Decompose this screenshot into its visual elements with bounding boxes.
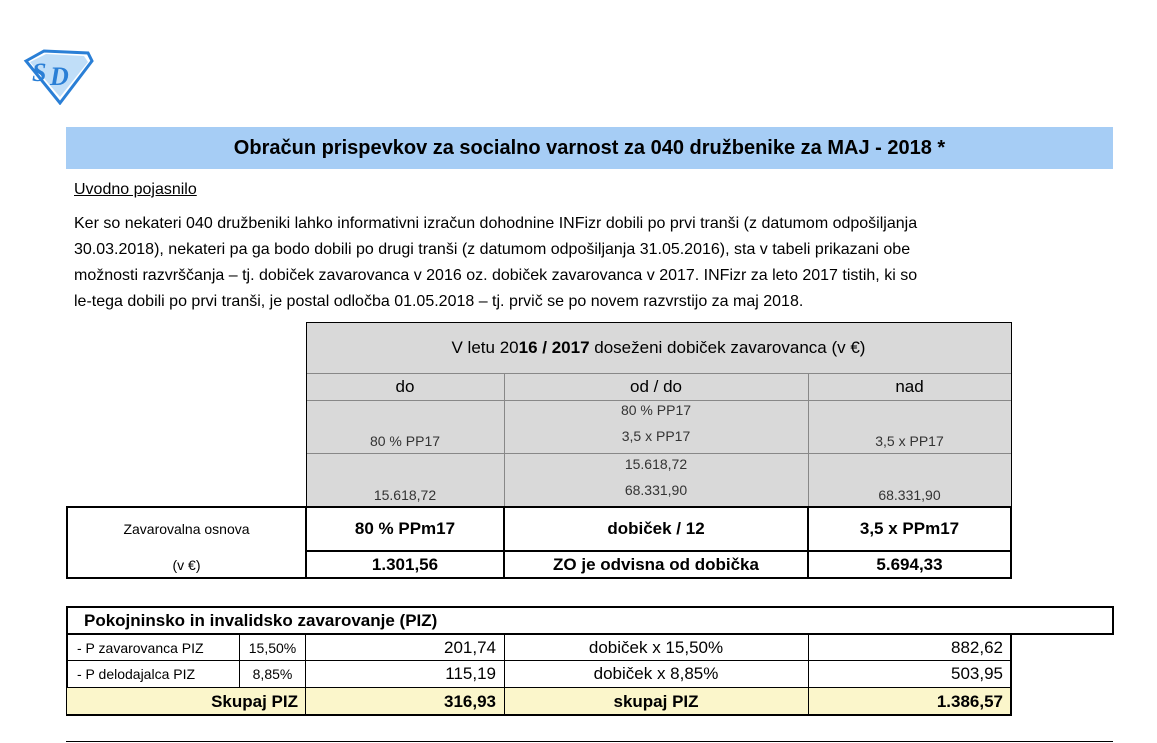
bottom-rule: [66, 741, 1113, 742]
piz-row-amount: 201,74: [444, 638, 496, 657]
page-title: Obračun prispevkov za socialno varnost za 040 družbenike za MAJ - 2018 *: [66, 127, 1113, 169]
piz-row-formula: dobiček x 15,50%: [588, 638, 724, 657]
pp-nad-cell: [808, 400, 1011, 453]
intro-heading: Uvodno pojasnilo: [74, 181, 197, 198]
value-nad-cell: [808, 453, 1011, 507]
piz-row-formula: dobiček x 8,85%: [593, 664, 719, 683]
value-od-bottom: 68.331,90: [624, 482, 688, 498]
piz-row-max: 503,95: [951, 664, 1003, 683]
value-nad: 68.331,90: [878, 487, 941, 503]
pp-od-top: 80 % PP17: [620, 402, 692, 418]
pp-do-cell: [306, 400, 504, 453]
basis-amount-od: ZO je odvisna od dobička: [553, 554, 759, 574]
basis-amount-do: 1.301,56: [371, 554, 439, 574]
piz-row-max: 882,62: [951, 638, 1003, 657]
intro-line: Ker so nekateri 040 družbeniki lahko informativni izračun dohodnine INFizr dobili po prvi tranši (z datumom odpošiljanja: [74, 215, 918, 232]
piz-heading: Pokojninsko in invalidsko zavarovanje (PIZ): [84, 611, 438, 630]
piz-row-amount: 115,19: [445, 664, 496, 683]
column-header-do: do: [306, 373, 504, 400]
sd-shield-logo-icon: [22, 47, 94, 105]
value-do-cell: [306, 453, 504, 507]
piz-row-rate: 15,50%: [248, 640, 297, 656]
basis-unit: (v €): [172, 556, 201, 573]
piz-total-max: 1.386,57: [936, 691, 1003, 711]
intro-line: le-tega dobili po prvi tranši, je postal odločba 01.05.2018 – tj. prvič se po novem razvrstijo za maj 2018.: [74, 293, 804, 310]
bracket-header: V letu 2016 / 2017 doseženi dobiček zavarovanca (v €): [306, 322, 1011, 373]
piz-total-formula: skupaj PIZ: [613, 691, 699, 711]
value-do: 15.618,72: [373, 487, 437, 503]
pp-do: 80 % PP17: [369, 433, 441, 449]
intro-paragraph: [74, 211, 1104, 315]
piz-total-label: Skupaj PIZ: [211, 691, 298, 711]
column-header-nad: nad: [808, 373, 1011, 400]
svg-text:S: S: [32, 58, 47, 87]
basis-label: Zavarovalna osnova: [123, 521, 250, 537]
intro-line: 30.03.2018), nekateri pa ga bodo dobili po drugi tranši (z datumom odpošiljanja 31.05.2016), sta v tabeli prikazani obe: [74, 241, 911, 258]
pp-nad: 3,5 x PP17: [875, 433, 944, 449]
basis-formula-do: 80 % PPm17: [354, 519, 456, 538]
pp-od-cell: [504, 400, 808, 453]
piz-total-amount: 316,93: [444, 691, 496, 711]
column-header-od-do: od / do: [504, 373, 808, 400]
value-od-cell: [504, 453, 808, 507]
basis-formula-nad: 3,5 x PPm17: [859, 519, 960, 538]
piz-row-rate: 8,85%: [252, 666, 293, 682]
value-od-top: 15.618,72: [624, 456, 688, 472]
basis-amount-nad: 5.694,33: [876, 554, 943, 574]
piz-row-label: - P delodajalca PIZ: [77, 666, 196, 682]
piz-row-label: - P zavarovanca PIZ: [77, 640, 204, 656]
basis-formula-od: dobiček / 12: [607, 519, 705, 538]
svg-text:D: D: [50, 62, 69, 91]
pp-od-bottom: 3,5 x PP17: [621, 428, 691, 444]
intro-line: možnosti razvrščanja – tj. dobiček zavarovanca v 2016 oz. dobiček zavarovanca v 2017. INFizr za leto 2017 tistih, ki so: [74, 267, 918, 284]
